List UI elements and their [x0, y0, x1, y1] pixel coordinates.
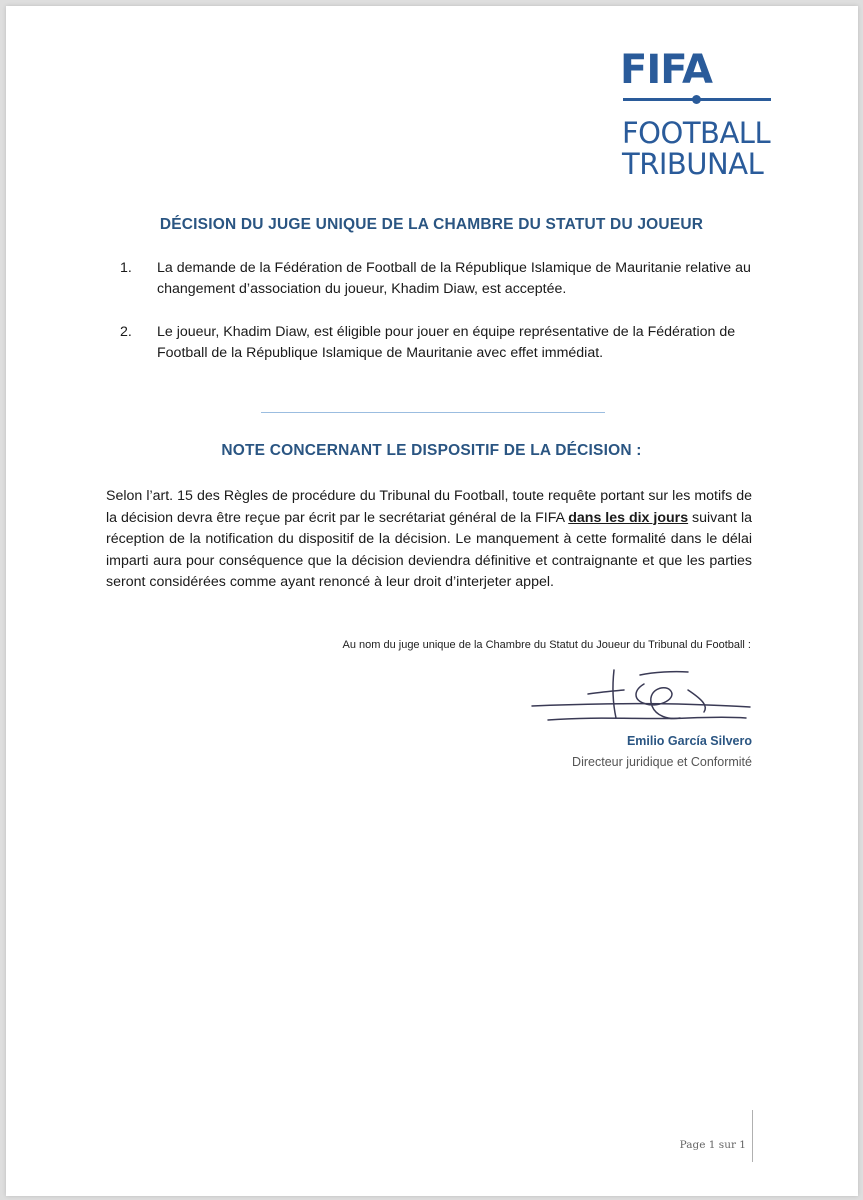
document-page: [6, 6, 858, 1196]
footer-rule: [752, 1110, 753, 1162]
logo-brand: FIFA: [620, 47, 712, 93]
logo-dot: [692, 95, 701, 104]
decision-title: DÉCISION DU JUGE UNIQUE DE LA CHAMBRE DU STATUT DU JOUEUR: [159, 216, 704, 233]
logo-line-football: FOOTBALL: [622, 116, 771, 150]
signer-name: Emilio García Silvero: [626, 734, 752, 748]
note-paragraph: [106, 486, 752, 594]
note-text-emphasis: dans les dix jours: [568, 509, 689, 526]
note-text-before: Selon l’art. 15 des Règles de procédure du Tribunal du Football, toute requête portant sur les motifs de la décision devra être reçue par écrit par le secrétariat général de la FIFA: [106, 488, 752, 526]
signer-title: Directeur juridique et Conformité: [572, 755, 752, 769]
note-title: NOTE CONCERNANT LE DISPOSITIF DE LA DÉCISION :: [221, 442, 642, 459]
fifa-football-tribunal-logo: [620, 47, 772, 184]
on-behalf-line: Au nom du juge unique de la Chambre du Statut du Joueur du Tribunal du Football :: [342, 639, 751, 651]
decision-item-text: Le joueur, Khadim Diaw, est éligible pour jouer en équipe représentative de la Fédération de Football de la République Islamique de Mauritanie avec effet immédiat.: [157, 324, 736, 361]
page-number: Page 1 sur 1: [679, 1139, 746, 1151]
decision-item-number: 1.: [120, 260, 132, 276]
decision-item-text: La demande de la Fédération de Football de la République Islamique de Mauritanie relative au changement d’association du joueur, Khadim Diaw, est acceptée.: [157, 260, 751, 297]
decision-item-number: 2.: [120, 324, 132, 340]
section-divider: [261, 412, 605, 413]
note-text-after: suivant la réception de la notification du dispositif de la décision. Le manquement à cette formalité dans le délai imparti aura pour conséquence que la décision deviendra définitive et contraignante et que les parties seront considérées comme ayant renoncé à leur droit d’interjeter appel.: [106, 509, 752, 590]
logo-line-tribunal: TRIBUNAL: [622, 147, 764, 181]
handwritten-signature: [528, 660, 753, 732]
